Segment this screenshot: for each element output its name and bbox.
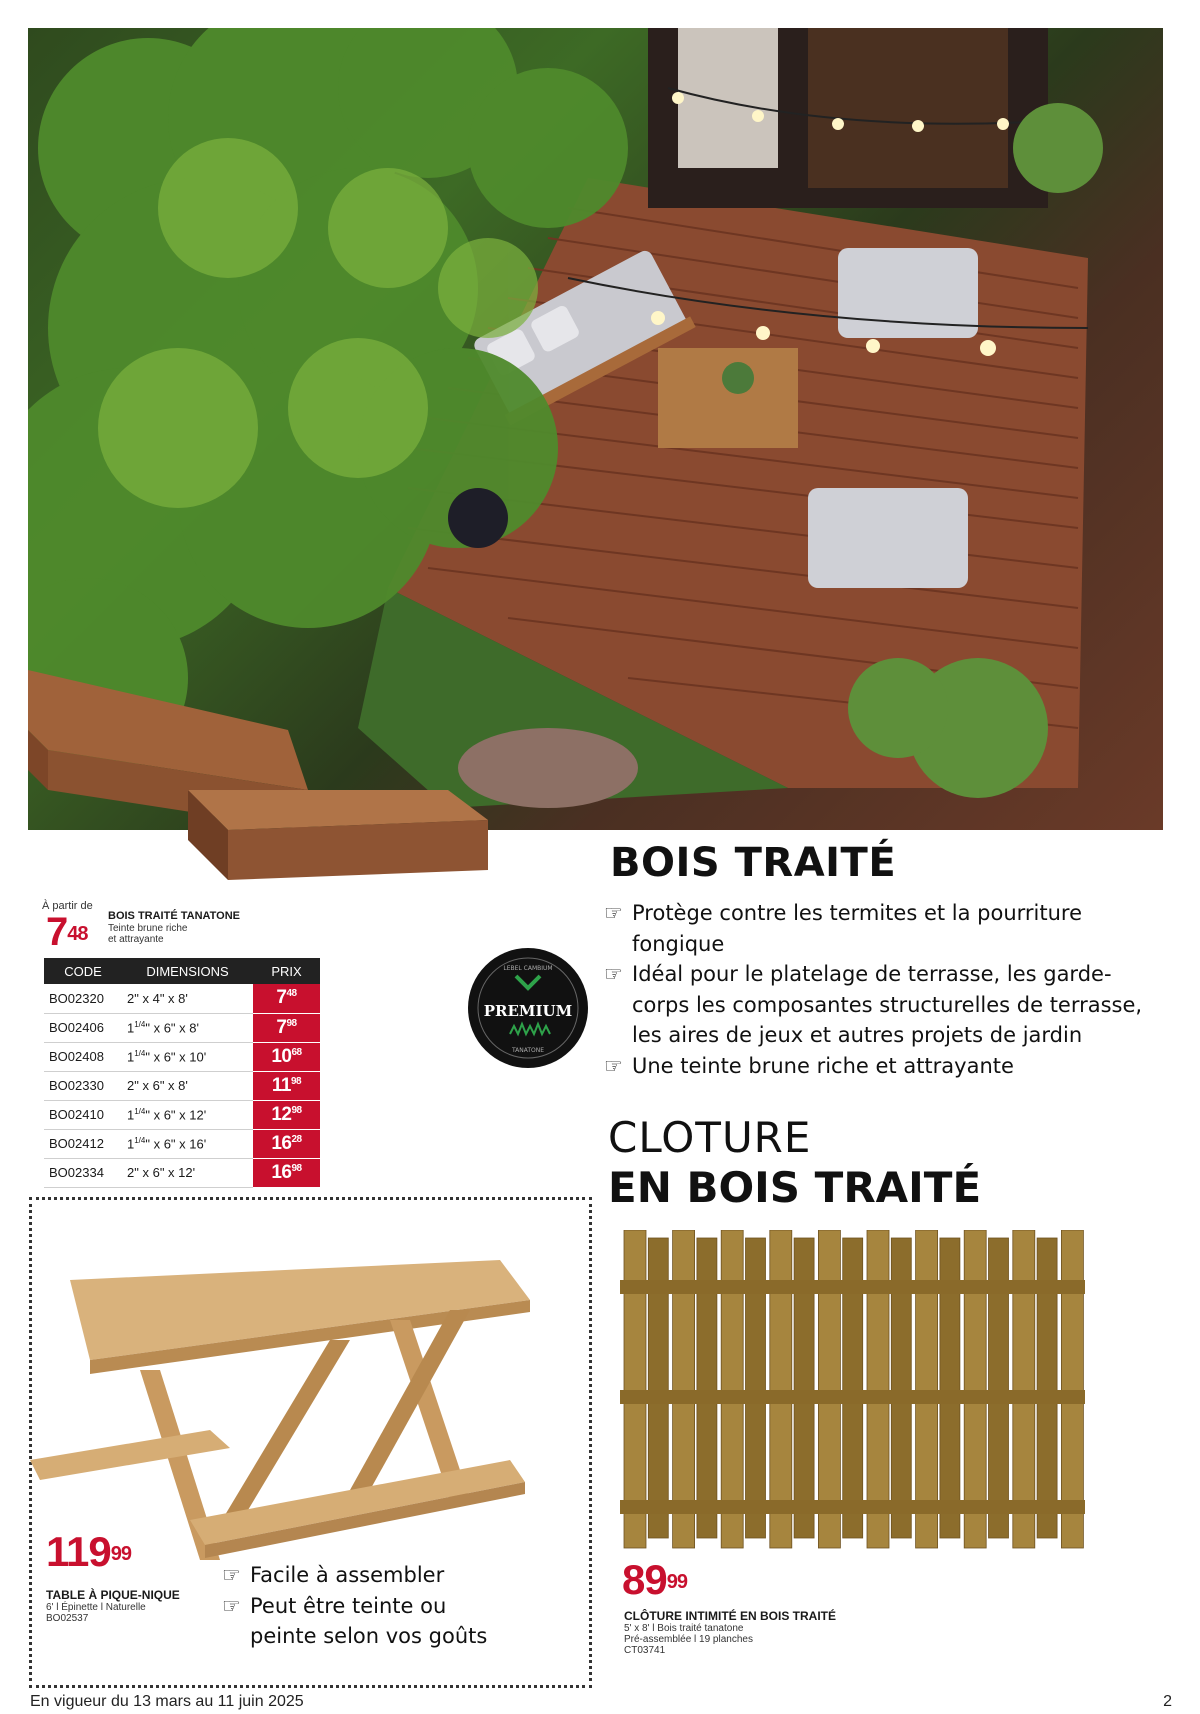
- premium-badge: [466, 946, 590, 1070]
- price-cents: 48: [67, 923, 88, 945]
- price-cents: 48: [286, 988, 297, 1000]
- lumber-starting-price: [46, 912, 88, 952]
- dim-a: 1: [127, 1107, 135, 1123]
- bullet-item: [604, 898, 1164, 959]
- badge-main-text: PREMIUM: [483, 1002, 573, 1020]
- fence-product-sub: [624, 1623, 753, 1656]
- lumber-sub-line-2: et attrayante: [108, 934, 164, 945]
- table-row: [44, 1129, 320, 1158]
- table-row: [44, 1013, 320, 1042]
- dim-a: 1: [127, 1020, 135, 1036]
- bullet-line: peinte selon vos goûts: [250, 1624, 488, 1648]
- lumber-product-sub: [108, 923, 218, 945]
- picnic-price: [46, 1530, 131, 1574]
- bullet-line: Peut être teinte ou: [250, 1593, 447, 1618]
- price-whole: 10: [271, 1045, 292, 1067]
- price-whole: 119: [46, 1528, 111, 1575]
- picnic-table-image: [30, 1260, 575, 1560]
- badge-top-text: LEBEL CAMBIUM: [503, 965, 553, 972]
- cell-code: BO02408: [44, 1042, 122, 1071]
- bullet-line: Facile à assembler: [250, 1563, 445, 1587]
- dim-a: 2": [127, 1165, 139, 1180]
- cell-price: [253, 1042, 320, 1071]
- validity-footer: En vigueur du 13 mars au 11 juin 2025: [30, 1693, 304, 1710]
- header-dimensions: DIMENSIONS: [122, 958, 253, 984]
- badge-bottom-text: TANATONE: [511, 1047, 545, 1054]
- picnic-table-illustration: [30, 1260, 575, 1560]
- dim-b: x 6" x 12': [138, 1165, 196, 1180]
- dim-b: x 4" x 8': [138, 990, 188, 1006]
- picnic-sub-line-2: BO02537: [46, 1613, 89, 1624]
- dim-b: " x 6" x 8': [145, 1020, 199, 1036]
- table-row: [44, 1158, 320, 1187]
- dim-a: 2": [127, 990, 139, 1006]
- table-row: [44, 984, 320, 1013]
- cloture-title-line-1: CLOTURE: [608, 1113, 812, 1162]
- lumber-price-header: [42, 900, 342, 960]
- table-row: [44, 1071, 320, 1100]
- pointing-hand-icon: ☞: [604, 901, 623, 925]
- bullet-item: [222, 1560, 562, 1591]
- price-cents: 99: [666, 1571, 687, 1593]
- price-whole: 7: [276, 1016, 287, 1038]
- cell-dimensions: [122, 1129, 253, 1158]
- cell-code: BO02330: [44, 1071, 122, 1100]
- dim-fraction: 1/4: [134, 1019, 146, 1029]
- cell-code: BO02406: [44, 1013, 122, 1042]
- dim-fraction: 1/4: [134, 1135, 146, 1145]
- lumber-product-name: BOIS TRAITÉ TANATONE: [108, 910, 240, 922]
- bullet-item: [604, 959, 1164, 1051]
- picnic-product-sub: [46, 1602, 146, 1624]
- bullet-line: les aires de jeux et autres projets de jardin: [632, 1023, 1083, 1047]
- price-cents: 98: [291, 1162, 302, 1174]
- page-number: 2: [1163, 1693, 1172, 1710]
- dim-a: 1: [127, 1136, 135, 1152]
- picnic-bullets: [222, 1560, 562, 1652]
- price-whole: 89: [622, 1556, 667, 1603]
- pointing-hand-icon: ☞: [222, 1563, 241, 1587]
- cell-price: [253, 1071, 320, 1100]
- picnic-product-name: TABLE À PIQUE-NIQUE: [46, 1588, 180, 1602]
- fence-sub-line-3: CT03741: [624, 1645, 666, 1656]
- cell-dimensions: [122, 1158, 253, 1187]
- cell-dimensions: [122, 1071, 253, 1100]
- lumber-table-body: [44, 984, 320, 1187]
- bullet-line: Protège contre les termites et la pourriture: [632, 901, 1083, 925]
- cell-code: BO02412: [44, 1129, 122, 1158]
- price-whole: 7: [46, 910, 68, 954]
- price-whole: 11: [271, 1074, 291, 1096]
- cell-price: [253, 1013, 320, 1042]
- cell-dimensions: [122, 984, 253, 1013]
- fence-product-name: CLÔTURE INTIMITÉ EN BOIS TRAITÉ: [624, 1609, 836, 1623]
- dim-a: 2": [127, 1078, 139, 1093]
- cell-price: [253, 1158, 320, 1187]
- cell-code: BO02334: [44, 1158, 122, 1187]
- cell-price: [253, 984, 320, 1013]
- bois-traite-title: BOIS TRAITÉ: [610, 840, 897, 886]
- price-cents: 28: [291, 1133, 302, 1145]
- header-price: PRIX: [253, 958, 320, 984]
- table-row: [44, 1042, 320, 1071]
- fence-sub-line-1: 5' x 8' l Bois traité tanatone: [624, 1623, 744, 1634]
- price-whole: 16: [271, 1132, 292, 1154]
- header-code: CODE: [44, 958, 122, 984]
- bullet-line: fongique: [632, 931, 725, 956]
- lumber-sub-line-1: Teinte brune riche: [108, 923, 188, 934]
- bullet-line: Idéal pour le platelage de terrasse, les garde-: [632, 962, 1112, 986]
- dim-a: 1: [127, 1049, 135, 1065]
- price-cents: 98: [286, 1017, 297, 1029]
- dim-b: " x 6" x 12': [145, 1107, 207, 1123]
- dim-fraction: 1/4: [134, 1048, 146, 1058]
- pointing-hand-icon: ☞: [604, 1053, 623, 1078]
- price-whole: 16: [271, 1161, 292, 1183]
- price-whole: 7: [276, 987, 287, 1009]
- dim-fraction: 1/4: [134, 1106, 146, 1116]
- from-label: À partir de: [42, 900, 93, 912]
- cell-dimensions: [122, 1100, 253, 1129]
- table-row: [44, 1100, 320, 1129]
- lumber-beams-image: [28, 670, 508, 930]
- fence-price: [622, 1558, 687, 1602]
- lumber-beams-illustration: [28, 670, 508, 930]
- cell-price: [253, 1100, 320, 1129]
- lumber-price-table: [44, 958, 320, 1188]
- price-cents: 98: [291, 1104, 302, 1116]
- cell-price: [253, 1129, 320, 1158]
- price-cents: 68: [291, 1046, 302, 1058]
- dim-b: " x 6" x 10': [145, 1049, 207, 1065]
- bullet-line: Une teinte brune riche et attrayante: [632, 1053, 1014, 1078]
- bullet-item: [604, 1051, 1164, 1082]
- pointing-hand-icon: ☞: [222, 1593, 241, 1618]
- cell-dimensions: [122, 1013, 253, 1042]
- cloture-title-line-2: EN BOIS TRAITÉ: [608, 1163, 982, 1212]
- bullet-item: [222, 1591, 562, 1652]
- fence-image: [620, 1230, 1085, 1550]
- cell-code: BO02320: [44, 984, 122, 1013]
- bullet-line: corps les composantes structurelles de terrasse,: [632, 992, 1143, 1017]
- fence-illustration: [620, 1230, 1085, 1550]
- cell-code: BO02410: [44, 1100, 122, 1129]
- dim-b: " x 6" x 16': [145, 1136, 207, 1152]
- pointing-hand-icon: ☞: [604, 962, 623, 986]
- cell-dimensions: [122, 1042, 253, 1071]
- premium-badge-icon: [466, 946, 590, 1070]
- table-header-row: [44, 958, 320, 984]
- price-cents: 99: [110, 1543, 132, 1565]
- bois-traite-bullets: [604, 898, 1164, 1081]
- price-cents: 98: [290, 1075, 302, 1087]
- fence-sub-line-2: Pré-assemblée l 19 planches: [624, 1634, 753, 1645]
- dim-b: x 6" x 8': [138, 1078, 188, 1093]
- price-whole: 12: [271, 1103, 292, 1125]
- picnic-sub-line-1: 6' l Épinette l Naturelle: [46, 1602, 146, 1613]
